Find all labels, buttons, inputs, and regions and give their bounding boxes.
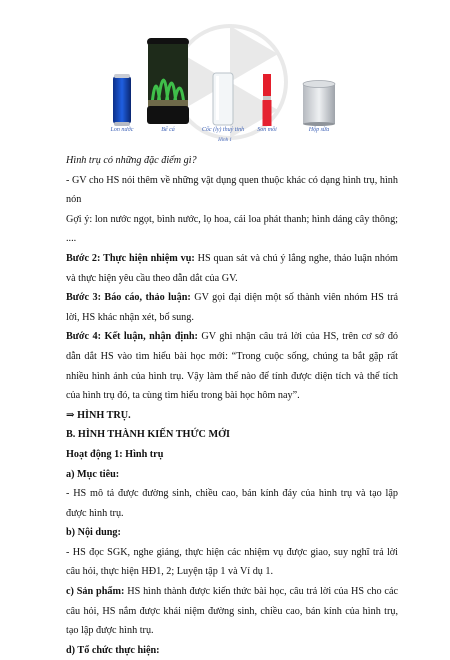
caption-glass: Cốc (ly) thuỷ tinh <box>201 127 245 133</box>
step-4 <box>66 327 398 405</box>
caption-milk-can: Hộp sữa <box>308 127 330 133</box>
organization-heading: d) Tổ chức thực hiện: <box>66 644 160 656</box>
objective-heading: a) Mục tiêu: <box>66 468 120 480</box>
fish-tank-image <box>146 38 190 124</box>
caption-lipstick: Son môi <box>257 127 277 133</box>
step-3-body: GV gọi đại diện một số thành viên nhóm HS trả lời, HS khác nhận xét, bổ sung. <box>66 292 398 323</box>
milk-can-image <box>302 80 336 126</box>
content-body: - HS đọc SGK, nghe giảng, thực hiện các nhiệm vụ được giao, suy nghĩ trả lời câu hỏi, thực hiện HĐ1, 2; Luyện tập 1 và Ví dụ 1. <box>66 546 398 578</box>
figure-objects <box>0 0 450 150</box>
objective-body: - HS mô tả được đường sinh, chiều cao, bán kính đáy của hình trụ và tạo lập được hình trụ. <box>66 488 398 519</box>
product-heading: c) Sản phẩm: <box>66 586 125 598</box>
step-2-heading: Bước 2: Thực hiện nhiệm vụ: <box>66 252 195 264</box>
figure-label: Hình 1 <box>218 138 232 143</box>
step-4-body: GV ghi nhận câu trả lời của HS, trên cơ sở đó dẫn dắt HS vào tìm hiểu bài học mới: “Trong cuộc sống, chúng ta bắt gặp rất nhiều hình ảnh của hình trụ. Vậy làm thế nào để tính được diện tích và thể tích của hình trụ đó, ta cùng tìm hiểu trong bài học hôm nay”. <box>66 331 399 402</box>
can-image <box>112 74 132 126</box>
lipstick-image <box>262 74 272 126</box>
topic-title: ⇒ HÌNH TRỤ. <box>66 409 131 421</box>
content-heading: b) Nội dung: <box>66 527 121 539</box>
product-body: HS hình thành được kiến thức bài học, câu trả lời của HS cho các câu hỏi, HS nắm được khái niệm đường sinh, chiều cao, bán kính của hình trụ, tạo lập được hình trụ. <box>66 586 398 637</box>
paragraph-teacher-prompt: - GV cho HS nói thêm về những vật dụng quen thuộc khác có dạng hình trụ, hình nón <box>66 174 398 206</box>
glass-image <box>212 72 234 126</box>
step-3-heading: Bước 3: Báo cáo, thảo luận: <box>66 292 191 304</box>
question-line: Hình trụ có những đặc điểm gì? <box>66 155 197 166</box>
paragraph-hint: Gợi ý: lon nước ngọt, bình nước, lọ hoa, cái loa phát thanh; hình dáng cây thông; .... <box>66 213 398 245</box>
step-2-body: HS quan sát và chú ý lắng nghe, thảo luận nhóm và thực hiện yêu cầu theo dẫn dắt của GV. <box>66 252 398 284</box>
step-4-heading: Bước 4: Kết luận, nhận định: <box>66 331 198 343</box>
product <box>66 582 398 641</box>
caption-fish-tank: Bể cá <box>161 127 175 133</box>
caption-can: Lon nước <box>110 127 134 133</box>
step-2 <box>66 249 398 288</box>
document-body <box>66 151 398 660</box>
step-3 <box>66 288 398 327</box>
section-b-heading: B. HÌNH THÀNH KIẾN THỨC MỚI <box>66 429 230 441</box>
activity-1-heading: Hoạt động 1: Hình trụ <box>66 448 164 460</box>
